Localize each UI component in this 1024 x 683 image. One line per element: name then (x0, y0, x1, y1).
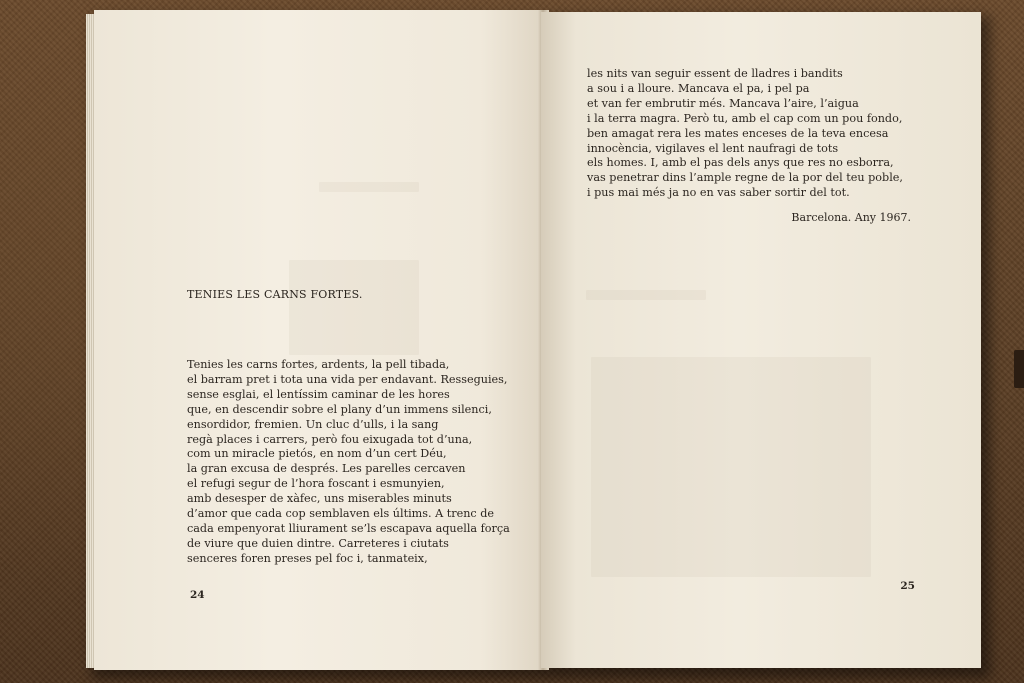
poem-line: les nits van seguir essent de lladres i bandits (587, 67, 843, 80)
poem-body-left (187, 358, 510, 567)
poem-line: amb desesper de xàfec, uns miserables minuts (187, 492, 452, 506)
show-through-text (586, 290, 706, 300)
poem-line: i pus mai més ja no en vas saber sortir del tot. (587, 186, 850, 200)
poem-title: TENIES LES CARNS FORTES. (187, 288, 363, 301)
place-date-signature: Barcelona. Any 1967. (791, 211, 911, 224)
poem-line: senceres foren preses pel foc i, tanmateix, (187, 551, 428, 565)
open-book (86, 10, 986, 672)
poem-line: i la terra magra. Però tu, amb el cap com un pou fondo, (587, 111, 903, 125)
page-number-right: 25 (900, 580, 915, 592)
poem-line: que, en descendir sobre el plany d’un immens silenci, (187, 402, 492, 416)
poem-line: com un miracle pietós, en nom d’un cert Déu, (187, 447, 447, 461)
poem-line: la gran excusa de després. Les parelles cercaven (187, 462, 466, 476)
poem-line: innocència, vigilaves el lent naufragi de tots (587, 141, 839, 155)
poem-line: el barram pret i tota una vida per endavant. Resseguies, (187, 372, 508, 386)
page-number-left: 24 (190, 589, 205, 601)
poem-line: cada empenyorat lliurament se’ls escapava aquella força (187, 521, 510, 535)
poem-line: d’amor que cada cop semblaven els últims. A trenc de (187, 507, 495, 521)
poem-line: els homes. I, amb el pas dels anys que res no esborra, (587, 156, 894, 170)
poem-line: Tenies les carns fortes, ardents, la pell tibada, (187, 358, 450, 371)
poem-body-right (587, 67, 903, 201)
poem-line: ben amagat rera les mates enceses de la teva encesa (587, 126, 889, 140)
poem-line: et van fer embrutir més. Mancava l’aire, l’aigua (587, 96, 859, 110)
poem-line: a sou i a lloure. Mancava el pa, i pel pa (587, 81, 810, 95)
poem-line: vas penetrar dins l’ample regne de la por del teu poble, (587, 171, 903, 185)
show-through-text (319, 182, 419, 192)
poem-line: ensordidor, fremien. Un cluc d’ulls, i la sang (187, 417, 439, 431)
page-clip (1014, 350, 1024, 388)
right-page (541, 12, 981, 668)
left-page (94, 10, 549, 670)
poem-line: regà places i carrers, però fou eixugada tot d’una, (187, 432, 473, 446)
poem-line: sense esglai, el lentíssim caminar de les hores (187, 387, 450, 401)
show-through-text (591, 357, 871, 577)
show-through-text (289, 260, 419, 355)
poem-line: de viure que duien dintre. Carreteres i ciutats (187, 536, 449, 550)
poem-line: el refugi segur de l’hora foscant i esmunyien, (187, 477, 445, 491)
